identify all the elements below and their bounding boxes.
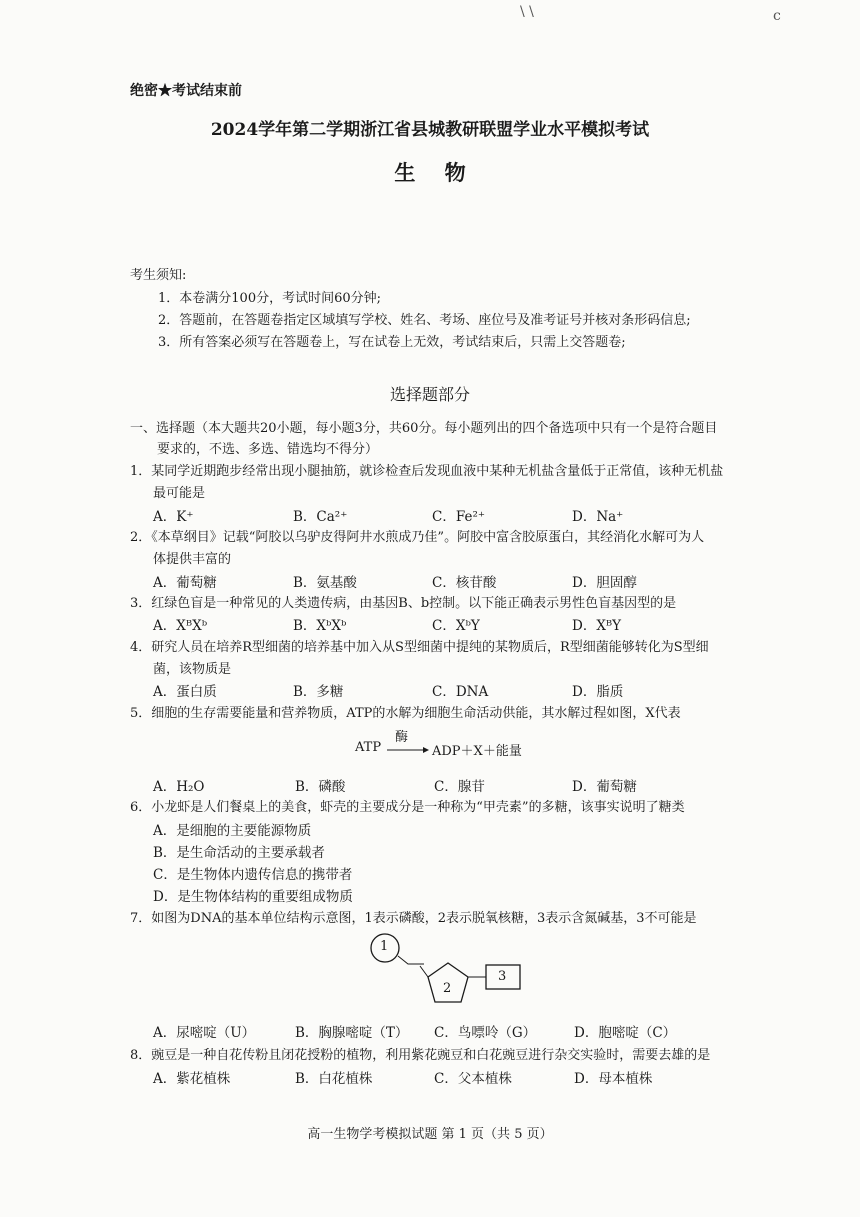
- equation-left: ATP: [355, 740, 382, 755]
- question-7: 7．如图为DNA的基本单位结构示意图，1表示磷酸，2表示脱氧核糖，3表示含氮碱基，3不可能是: [130, 911, 697, 926]
- subject-title: 生 物: [394, 160, 466, 185]
- question-4-cont: 菌，该物质是: [153, 662, 232, 677]
- reaction-arrow-icon: [387, 746, 429, 754]
- q1-option-a: A．K⁺: [153, 509, 194, 525]
- q4-option-c: C．DNA: [432, 684, 489, 700]
- q6-option-b: B．是生命活动的主要承载者: [153, 845, 325, 861]
- dna-nucleotide-diagram: [368, 930, 533, 1020]
- label-base: 3: [498, 969, 507, 984]
- q3-option-a: A．XᴮXᵇ: [153, 618, 208, 634]
- note-item: 1．本卷满分100分，考试时间60分钟;: [158, 291, 382, 306]
- q7-option-d: D．胞嘧啶（C）: [574, 1025, 677, 1041]
- notes-heading: 考生须知:: [130, 268, 187, 283]
- question-2-cont: 体提供丰富的: [153, 552, 232, 567]
- question-6: 6．小龙虾是人们餐桌上的美食，虾壳的主要成分是一种称为“甲壳素”的多糖，该事实说明了糖类: [130, 800, 685, 815]
- equation-enzyme: 酶: [395, 730, 409, 745]
- q1-option-b: B．Ca²⁺: [293, 509, 348, 525]
- section-intro: 一、选择题（本大题共20小题，每小题3分，共60分。每小题列出的四个备选项中只有一个是符合题目: [130, 421, 718, 436]
- q6-option-a: A．是细胞的主要能源物质: [153, 823, 312, 839]
- note-item: 3．所有答案必须写在答题卷上，写在试卷上无效，考试结束后，只需上交答题卷;: [158, 335, 626, 350]
- question-1-cont: 最可能是: [153, 486, 206, 501]
- question-1: 1．某同学近期跑步经常出现小腿抽筋，就诊检查后发现血液中某种无机盐含量低于正常值，该种无机盐: [130, 464, 724, 479]
- q5-option-a: A．H₂O: [153, 779, 205, 795]
- label-phosphate: 1: [380, 939, 389, 954]
- q3-option-d: D．XᴮY: [572, 618, 622, 634]
- q5-option-c: C．腺苷: [434, 779, 485, 795]
- section-title: 选择题部分: [389, 385, 470, 404]
- q7-option-b: B．胸腺嘧啶（T）: [295, 1025, 409, 1041]
- question-5: 5．细胞的生存需要能量和营养物质，ATP的水解为细胞生命活动供能，其水解过程如图，X代表: [130, 706, 681, 721]
- exam-title: 2024学年第二学期浙江省县城教研联盟学业水平模拟考试: [210, 120, 650, 140]
- q7-option-c: C．鸟嘌呤（G）: [434, 1025, 537, 1041]
- q1-option-d: D．Na⁺: [572, 509, 624, 525]
- nucleotide-structure-icon: [368, 930, 533, 1020]
- note-item: 2．答题前，在答题卷指定区域填写学校、姓名、考场、座位号及准考证号并核对条形码信息;: [158, 313, 691, 328]
- question-4: 4．研究人员在培养R型细菌的培养基中加入从S型细菌中提纯的某物质后，R型细菌能够转化为S型细: [130, 640, 709, 655]
- question-2: 2．《本草纲目》记载“阿胶以乌驴皮得阿井水煎成乃佳”。阿胶中富含胶原蛋白，其经消化水解可为人: [130, 530, 705, 545]
- q2-option-d: D．胆固醇: [572, 575, 637, 591]
- q6-option-c: C．是生物体内遗传信息的携带者: [153, 867, 353, 883]
- scan-mark: \ \: [520, 4, 534, 20]
- q1-option-c: C．Fe²⁺: [432, 509, 485, 525]
- q2-option-a: A．葡萄糖: [153, 575, 217, 591]
- q4-option-d: D．脂质: [572, 684, 624, 700]
- equation-right: ADP＋X＋能量: [432, 744, 522, 759]
- q3-option-c: C．XᵇY: [432, 618, 480, 634]
- page-footer: 高一生物学考模拟试题 第 1 页（共 5 页）: [307, 1127, 553, 1142]
- q8-option-a: A．紫花植株: [153, 1071, 231, 1087]
- q3-option-b: B．XᵇXᵇ: [293, 618, 347, 634]
- atp-equation: [355, 730, 555, 760]
- q2-option-b: B．氨基酸: [293, 575, 357, 591]
- q5-option-d: D．葡萄糖: [572, 779, 637, 795]
- q4-option-a: A．蛋白质: [153, 684, 217, 700]
- scan-mark: c: [773, 8, 781, 24]
- question-8: 8．豌豆是一种自花传粉且闭花授粉的植物，利用紫花豌豆和白花豌豆进行杂交实验时，需要去雄的是: [130, 1048, 711, 1063]
- q2-option-c: C．核苷酸: [432, 575, 497, 591]
- section-intro: 要求的，不选、多选、错选均不得分）: [157, 442, 379, 457]
- q8-option-c: C．父本植株: [434, 1071, 512, 1087]
- q8-option-d: D．母本植株: [574, 1071, 653, 1087]
- q7-option-a: A．尿嘧啶（U）: [153, 1025, 256, 1041]
- q6-option-d: D．是生物体结构的重要组成物质: [153, 889, 353, 905]
- secret-label: 绝密★考试结束前: [130, 83, 242, 99]
- question-3: 3．红绿色盲是一种常见的人类遗传病，由基因B、b控制。以下能正确表示男性色盲基因型的是: [130, 596, 677, 611]
- q8-option-b: B．白花植株: [295, 1071, 373, 1087]
- label-deoxyribose: 2: [443, 981, 452, 996]
- q5-option-b: B．磷酸: [295, 779, 346, 795]
- q4-option-b: B．多糖: [293, 684, 344, 700]
